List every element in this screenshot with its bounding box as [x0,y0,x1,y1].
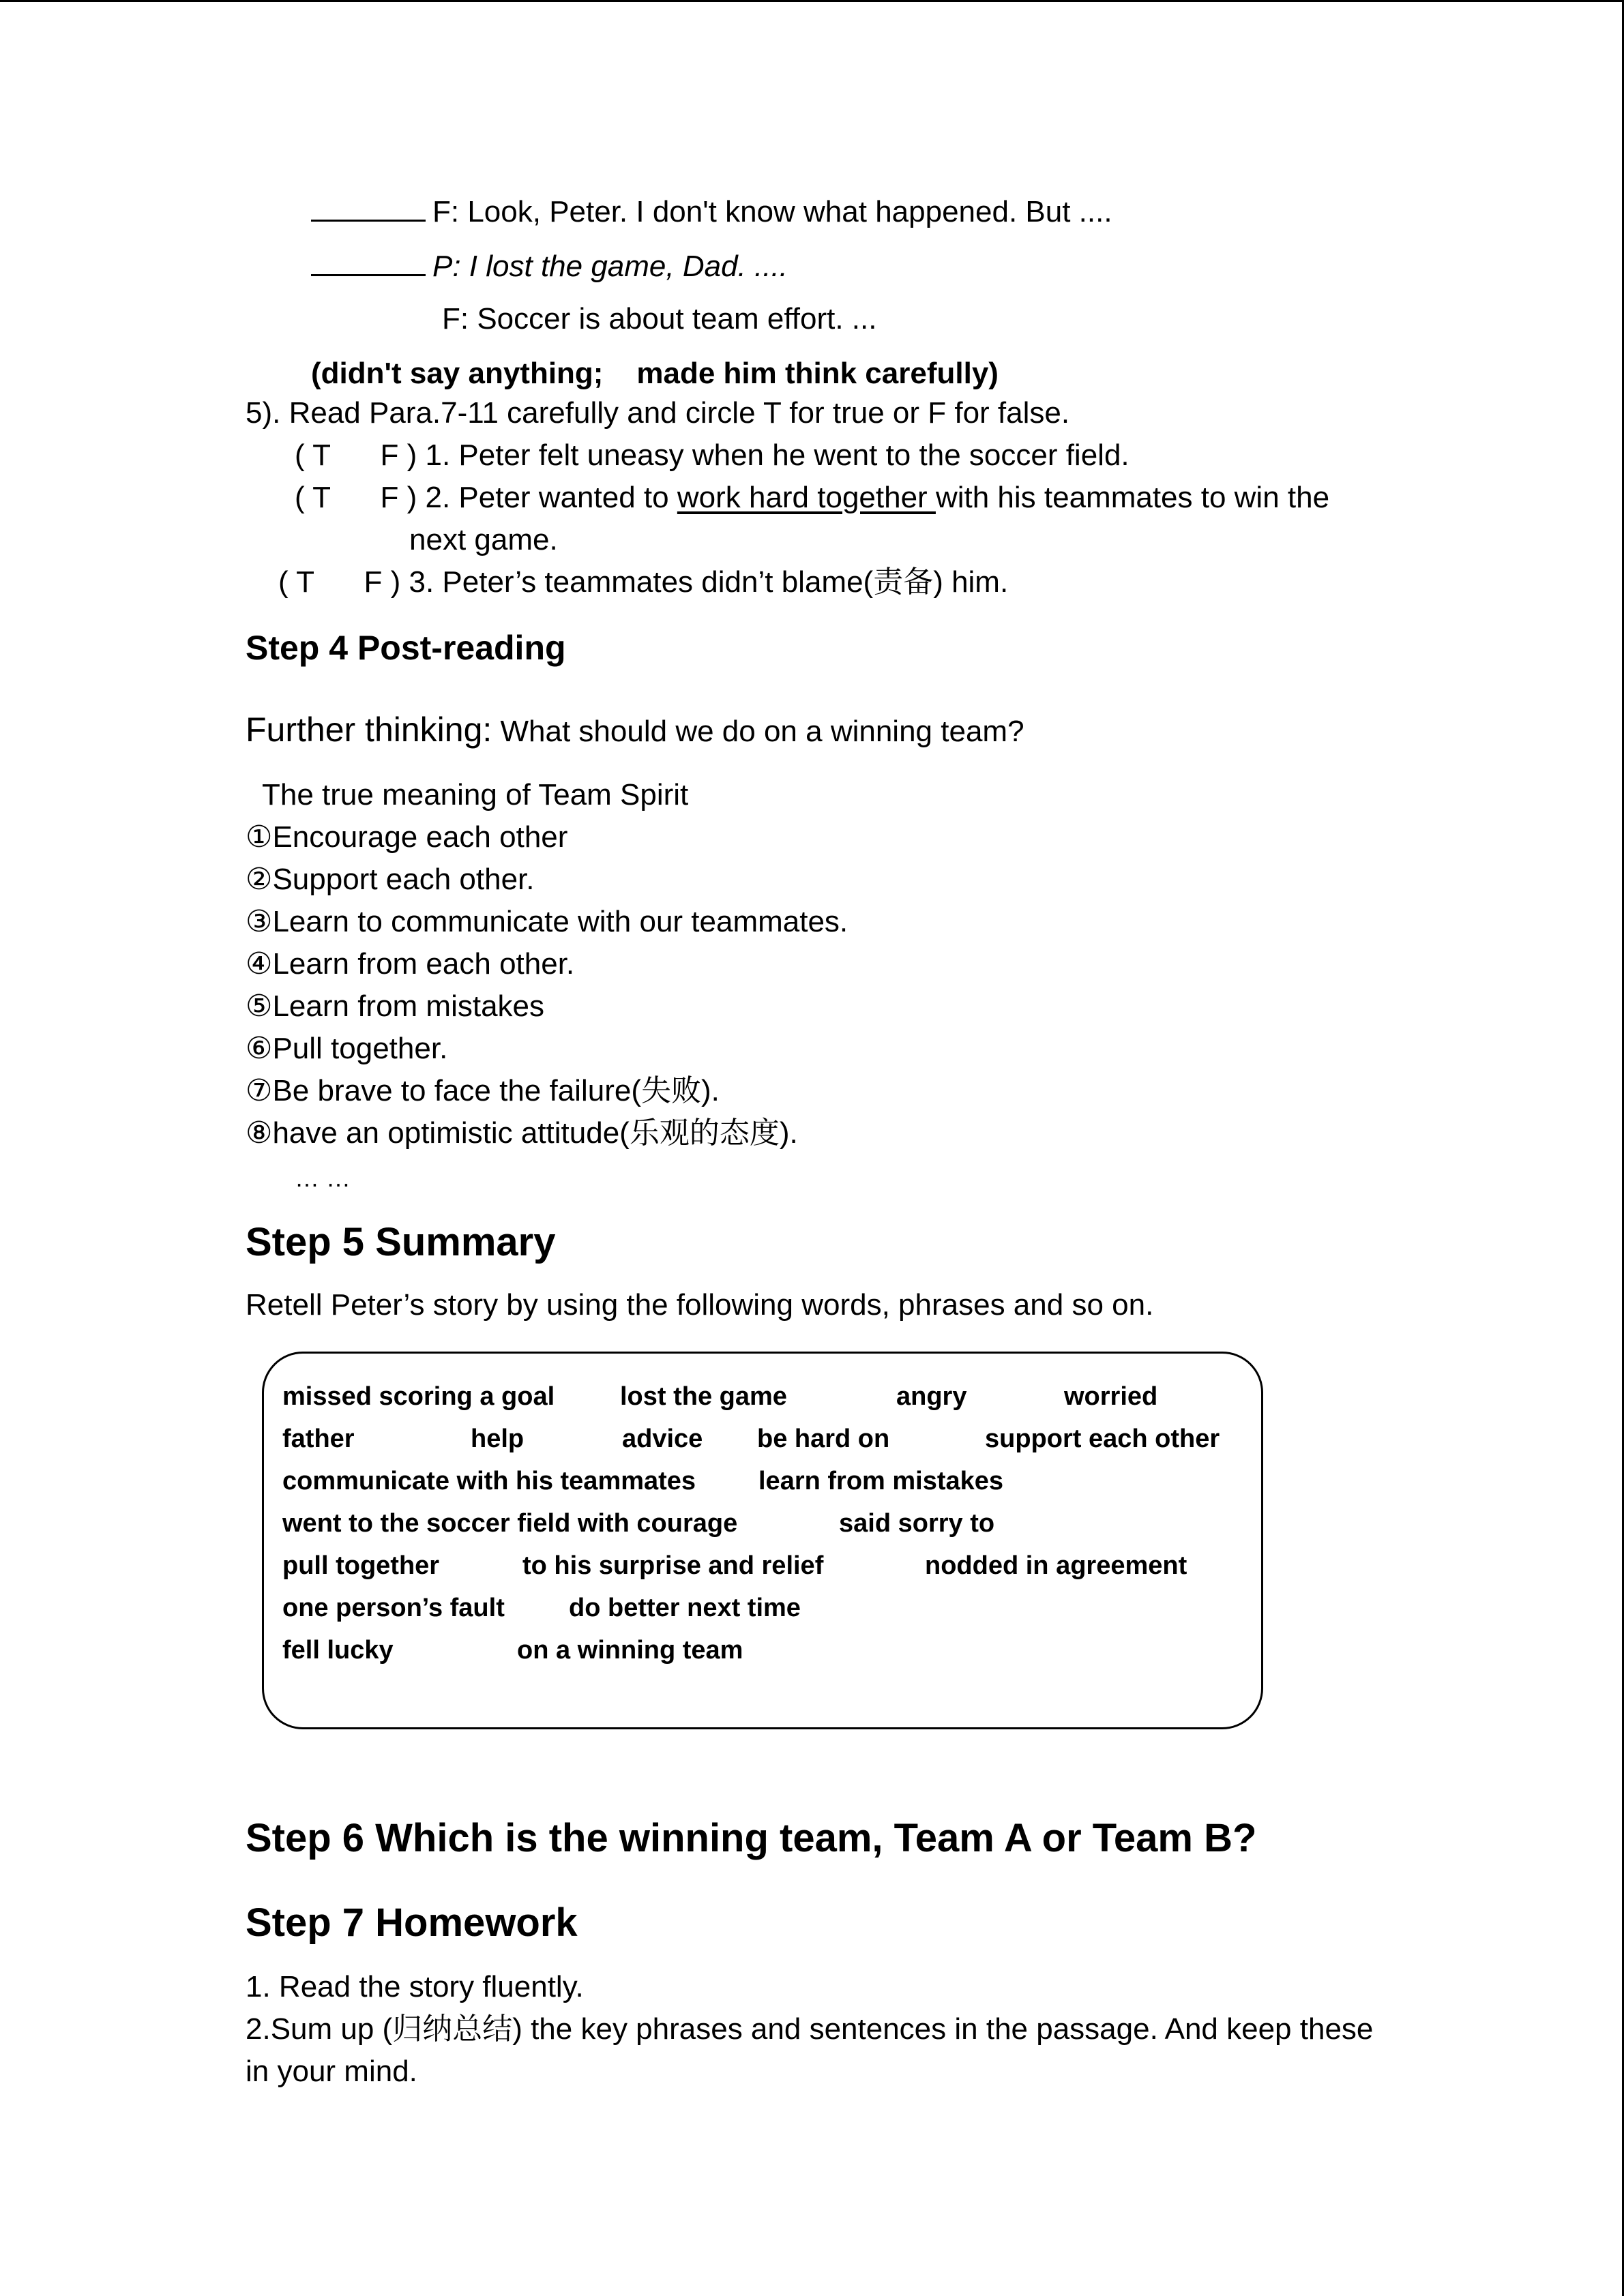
word-bank-item: support each other [985,1425,1220,1453]
step7-title: Step 7 Homework [246,1900,578,1945]
spirit-point-5: ⑤Learn from mistakes [246,989,545,1023]
tf-item-3 [278,563,1008,601]
spirit-point-1: ①Encourage each other [246,820,568,854]
team-spirit-title: The true meaning of Team Spirit [262,778,689,811]
tf-item-2-cont: next game. [409,523,558,556]
word-bank-item: on a winning team [517,1636,743,1665]
homework-item-2-cont: in your mind. [246,2055,417,2088]
word-bank-item: one person’s fault [282,1594,505,1622]
homework-item-2: 2.Sum up (归纳总结) the key phrases and sentences in the passage. And keep these [246,2012,1374,2046]
answer-blank[interactable] [311,247,426,276]
spirit-point-7: ⑦Be brave to face the failure(失败). [246,1074,720,1107]
step5-title: Step 5 Summary [246,1220,556,1264]
spirit-point-2: ②Support each other. [246,863,535,896]
word-bank-item: went to the soccer field with courage [282,1509,738,1538]
further-thinking-question: What should we do on a winning team? [500,715,1024,748]
ellipsis: … … [295,1164,351,1192]
step5-instruction: Retell Peter’s story by using the following words, phrases and so on. [246,1288,1154,1322]
further-thinking [246,711,1024,751]
tf-choice[interactable]: ( T F ) [278,565,401,599]
word-bank-item: worried [1064,1382,1158,1411]
word-bank-item: be hard on [757,1425,890,1453]
dialogue-line-1 [311,192,1112,231]
word-bank-item: pull together [282,1551,440,1580]
top-border [0,0,1624,2]
spirit-point-3: ③Learn to communicate with our teammates. [246,905,848,938]
word-bank-item: learn from mistakes [758,1467,1004,1495]
spirit-point-8: ⑧have an optimistic attitude(乐观的态度). [246,1116,798,1150]
step4-title: Step 4 Post-reading [246,629,566,667]
word-bank-item: help [471,1425,525,1453]
word-bank-item: communicate with his teammates [282,1467,696,1495]
dialogue-line-2 [311,247,788,286]
tf-item-1-text: 1. Peter felt uneasy when he went to the soccer field. [425,438,1130,472]
dialogue-line-3: F: Soccer is about team effort. ... [442,302,877,336]
dialogue-line-2-text: P: I lost the game, Dad. .... [432,250,788,283]
word-bank-item: angry [896,1382,967,1411]
word-bank-item: to his surprise and relief [522,1551,824,1580]
tf-item-2-text-post: with his teammates to win the [935,481,1330,514]
word-bank-item: lost the game [620,1382,787,1411]
dialogue-line-1-text: F: Look, Peter. I don't know what happened. But .... [432,195,1112,228]
homework-item-1: 1. Read the story fluently. [246,1970,584,2003]
word-bank-item: missed scoring a goal [282,1382,555,1411]
word-bank-item: advice [622,1425,703,1453]
spirit-point-6: ⑥Pull together. [246,1032,448,1065]
tf-item-3-text: 3. Peter’s teammates didn’t blame(责备) him. [409,565,1009,599]
word-bank-item: fell lucky [282,1636,394,1665]
task5-instruction: 5). Read Para.7-11 carefully and circle T for true or F for false. [246,396,1070,430]
tf-item-2-text-pre: 2. Peter wanted to [425,481,677,514]
word-bank-item: do better next time [569,1594,801,1622]
tf-choice[interactable]: ( T F ) [295,438,417,472]
dialogue-options: (didn't say anything; made him think carefully) [311,357,999,390]
tf-choice[interactable]: ( T F ) [295,481,417,514]
word-bank-item: nodded in agreement [925,1551,1187,1580]
tf-item-1 [295,436,1130,475]
step6-title: Step 6 Which is the winning team, Team A or Team B? [246,1816,1257,1860]
spirit-point-4: ④Learn from each other. [246,947,575,981]
tf-item-2-underlined: work hard together [677,481,936,514]
word-bank-item: father [282,1425,355,1453]
further-thinking-label: Further thinking: [246,711,492,749]
word-bank-item: said sorry to [839,1509,995,1538]
tf-item-2 [295,479,1329,517]
answer-blank[interactable] [311,192,426,222]
